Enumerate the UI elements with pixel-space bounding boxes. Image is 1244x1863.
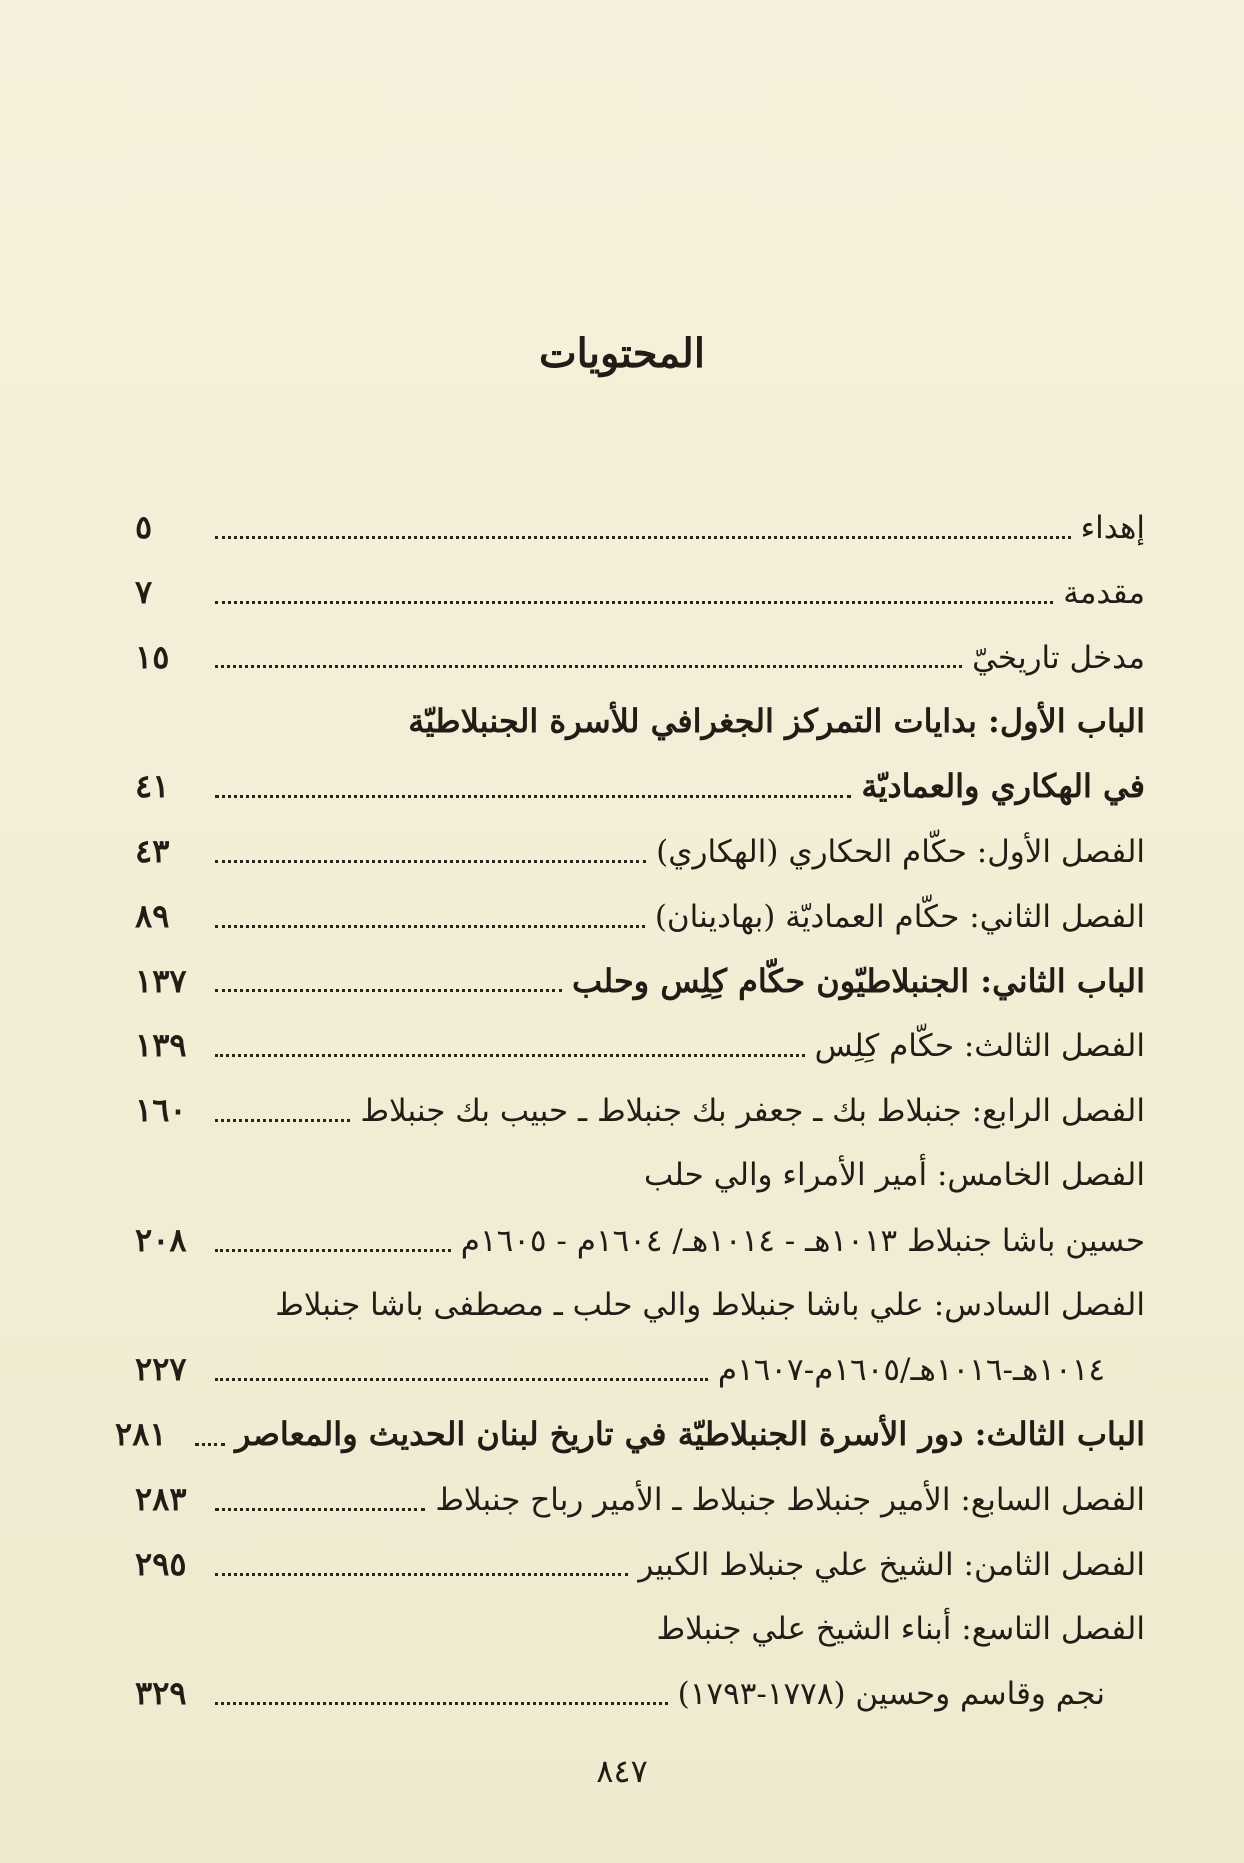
toc-entry-page: ١٣٩ bbox=[135, 1026, 187, 1065]
toc-entry bbox=[135, 1078, 1145, 1143]
toc-entry-label: الفصل السادس: علي باشا جنبلاط والي حلب ـ مصطفى باشا جنبلاط bbox=[275, 1286, 1145, 1323]
toc-entry bbox=[135, 1532, 1145, 1597]
dot-leader bbox=[215, 536, 1071, 539]
toc-entry-label: مدخل تاريخيّ bbox=[972, 639, 1145, 676]
toc-entry bbox=[135, 1337, 1145, 1402]
toc-entry bbox=[135, 819, 1145, 884]
toc-entry-label: الفصل الخامس: أمير الأمراء والي حلب bbox=[643, 1156, 1145, 1193]
toc-entry-page: ٥ bbox=[135, 508, 153, 546]
toc-entry bbox=[135, 495, 1145, 560]
toc-entry-label: في الهكاري والعماديّة bbox=[861, 767, 1145, 806]
toc-entry bbox=[135, 1143, 1145, 1208]
dot-leader bbox=[215, 795, 851, 798]
toc-part-heading bbox=[135, 754, 1145, 819]
toc-entry-page: ١٣٧ bbox=[135, 961, 187, 1000]
toc-entry-label: الفصل الأول: حكّام الحكاري (الهكاري) bbox=[656, 833, 1145, 870]
toc-entry-page: ١٦٠ bbox=[135, 1091, 187, 1130]
dot-leader bbox=[215, 1054, 805, 1057]
toc-entry bbox=[135, 1013, 1145, 1078]
toc-part-heading bbox=[115, 1402, 1145, 1467]
toc-entry-label: الفصل التاسع: أبناء الشيخ علي جنبلاط bbox=[656, 1610, 1145, 1647]
toc-entry-label: حسين باشا جنبلاط ١٠١٣هـ - ١٠١٤هـ/ ١٦٠٤م - ١٦٠٥م bbox=[460, 1222, 1145, 1259]
toc-part-heading bbox=[135, 949, 1145, 1014]
toc-entry bbox=[135, 1208, 1145, 1273]
toc-entry-page: ٣٢٩ bbox=[135, 1674, 187, 1713]
toc-entry-label: الفصل الثاني: حكّام العماديّة (بهادينان) bbox=[654, 898, 1145, 935]
toc-entry-page: ١٥ bbox=[135, 637, 170, 676]
page-title: المحتويات bbox=[539, 330, 705, 377]
toc-part-heading bbox=[135, 689, 1145, 754]
toc-entry bbox=[135, 1467, 1145, 1532]
toc-entry bbox=[135, 884, 1145, 949]
toc-entry-label: الفصل الرابع: جنبلاط بك ـ جعفر بك جنبلاط ـ حبيب بك جنبلاط bbox=[360, 1093, 1145, 1130]
toc-entry bbox=[135, 1273, 1145, 1338]
toc-entry-label: الباب الأول: بدايات التمركز الجغرافي للأسرة الجنبلاطيّة bbox=[408, 702, 1145, 741]
dot-leader bbox=[215, 1573, 628, 1576]
toc-entry-page: ٢٢٧ bbox=[135, 1350, 187, 1389]
toc-entry bbox=[135, 1597, 1145, 1662]
page-number: ٨٤٧ bbox=[596, 1752, 648, 1790]
dot-leader bbox=[215, 665, 962, 668]
toc-entry bbox=[135, 625, 1145, 690]
toc-entry-label: مقدمة bbox=[1063, 574, 1145, 611]
toc-entry-label: نجم وقاسم وحسين (١٧٧٨-١٧٩٣) bbox=[677, 1676, 1105, 1713]
toc-entry-page: ٢٩٥ bbox=[135, 1544, 187, 1583]
toc-entry-label: الباب الثالث: دور الأسرة الجنبلاطيّة في تاريخ لبنان الحديث والمعاصر bbox=[235, 1415, 1145, 1454]
toc-entry-page: ٢٠٨ bbox=[135, 1220, 187, 1259]
toc-entry-page: ٤٣ bbox=[135, 831, 170, 870]
toc-entry-page: ٧ bbox=[135, 572, 153, 611]
toc-entry bbox=[135, 560, 1145, 625]
dot-leader bbox=[215, 925, 645, 928]
toc-entry-label: الفصل السابع: الأمير جنبلاط جنبلاط ـ الأمير رباح جنبلاط bbox=[435, 1481, 1145, 1518]
dot-leader bbox=[215, 1249, 451, 1252]
toc-entry-label: ١٠١٤هـ-١٠١٦هـ/١٦٠٥م-١٦٠٧م bbox=[717, 1352, 1105, 1389]
toc-entry-label: إهداء bbox=[1080, 510, 1145, 546]
dot-leader bbox=[195, 1443, 225, 1446]
toc-entry bbox=[135, 1661, 1145, 1726]
toc-entry-page: ٢٨١ bbox=[115, 1415, 167, 1454]
table-of-contents bbox=[115, 495, 1145, 1726]
dot-leader bbox=[215, 860, 646, 863]
toc-entry-label: الفصل الثامن: الشيخ علي جنبلاط الكبير bbox=[638, 1546, 1145, 1583]
dot-leader bbox=[215, 1119, 350, 1122]
dot-leader bbox=[215, 601, 1053, 604]
toc-entry-page: ٢٨٣ bbox=[135, 1479, 187, 1518]
toc-entry-label: الباب الثاني: الجنبلاطيّون حكّام كِلِس وحلب bbox=[571, 961, 1145, 1000]
dot-leader bbox=[215, 1702, 668, 1705]
dot-leader bbox=[215, 989, 562, 992]
toc-entry-page: ٨٩ bbox=[135, 896, 170, 935]
dot-leader bbox=[215, 1378, 708, 1381]
toc-entry-label: الفصل الثالث: حكّام كِلِس bbox=[814, 1028, 1145, 1065]
dot-leader bbox=[215, 1508, 425, 1511]
toc-entry-page: ٤١ bbox=[135, 767, 170, 806]
